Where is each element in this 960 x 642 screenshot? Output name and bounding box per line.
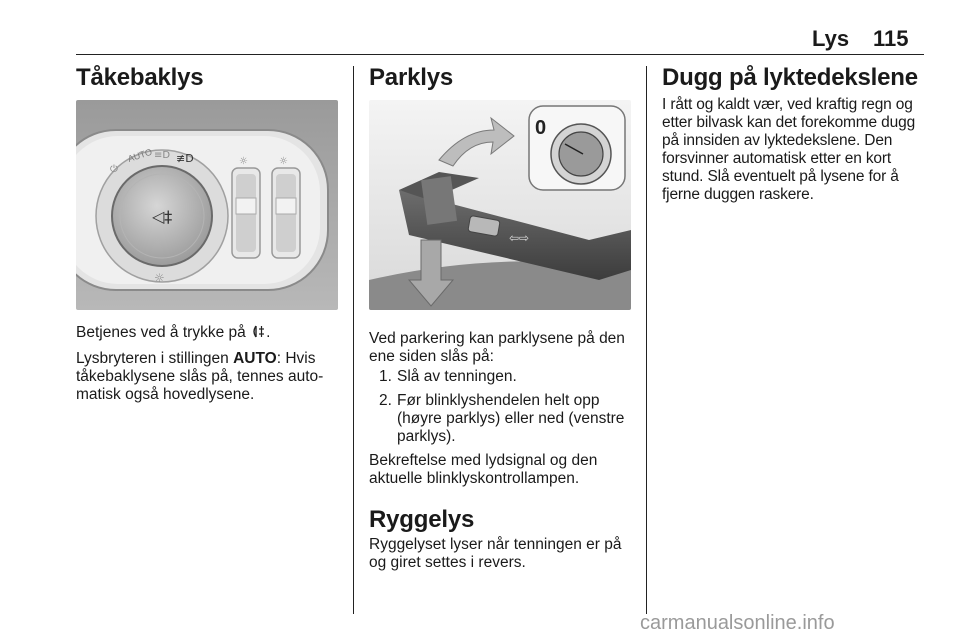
svg-text:⏻: ⏻	[110, 164, 118, 175]
svg-text:0: 0	[535, 117, 547, 139]
light-switch-figure	[76, 100, 338, 310]
section-heading-reversing: Ryggelys	[369, 506, 475, 533]
light-switch-illustration	[76, 100, 338, 310]
paragraph-parking-intro: Ved parkering kan parklysene på den ene siden slås på:	[369, 330, 625, 365]
indicator-lever-figure	[369, 100, 631, 310]
section-heading: Parklys	[369, 64, 454, 91]
section-heading: Dugg på lyktedekslene	[662, 64, 918, 91]
svg-text:☼: ☼	[154, 271, 165, 285]
svg-text:◁‡: ◁‡	[152, 207, 173, 226]
svg-text:☼: ☼	[279, 156, 288, 167]
paragraph-condensation: I rått og kaldt vær, ved kraftig regn og etter bilvask kan det forekomme dugg på innsiden av lyktedekslene. Den forsvinner automatisk etter en kort stund. Slå eventuelt på lysene for å fjerne duggen raskere.	[662, 96, 916, 203]
svg-text:⇦⇨: ⇦⇨	[509, 231, 530, 245]
svg-text:☼: ☼	[239, 156, 248, 167]
svg-text:≡D: ≡D	[154, 150, 171, 161]
indicator-lever-illustration	[369, 100, 631, 310]
svg-text:≢D: ≢D	[176, 152, 194, 165]
column-divider-2	[646, 66, 647, 614]
paragraph-operate: Betjenes ved å trykke på .	[76, 324, 271, 341]
paragraph-confirmation: Bekreftelse med lydsignal og den aktuelle blinklyskontrollampen.	[369, 452, 598, 487]
section-heading: Tåkebaklys	[76, 64, 204, 91]
page-number: 115	[873, 26, 909, 51]
header-rule	[76, 54, 924, 55]
column-divider-1	[353, 66, 354, 614]
svg-text:AUTO: AUTO	[126, 146, 154, 164]
watermark: carmanualsonline.info	[640, 612, 835, 634]
rear-fog-light-icon	[250, 324, 266, 339]
paragraph-reversing: Ryggelyset lyser når tenningen er på og giret settes i revers.	[369, 536, 622, 571]
list-item: 2. Før blinklyshendelen helt opp (høyre parklys) eller ned (venstre parklys).	[379, 392, 625, 445]
paragraph-auto: Lysbryteren i stillingen AUTO: Hvis tåkebaklysene slås på, tennes auto- matisk også hovedlysene.	[76, 350, 324, 403]
header-title: Lys	[812, 26, 850, 51]
